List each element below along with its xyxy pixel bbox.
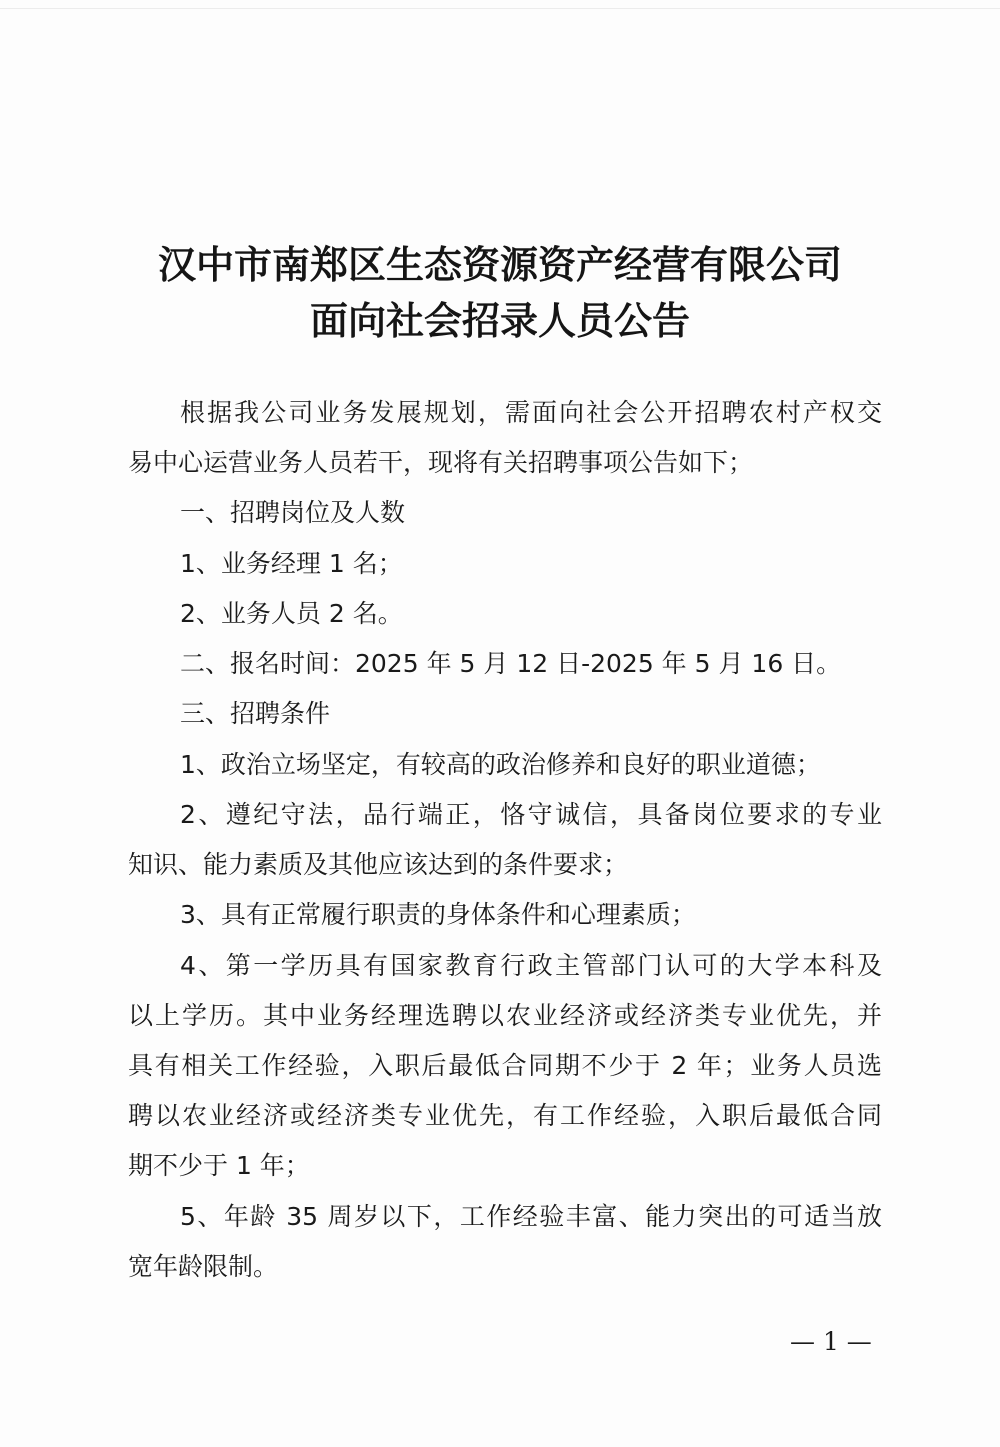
page-number: — 1 — <box>790 1327 872 1356</box>
list-item: 4、第一学历具有国家教育行政主管部门认可的大学本科及 <box>180 951 882 980</box>
body-line: 聘以农业经济或经济类专业优先，有工作经验，入职后最低合同 <box>128 1101 882 1130</box>
body-line: 根据我公司业务发展规划，需面向社会公开招聘农村产权交 <box>180 398 882 427</box>
page-edge-divider <box>0 8 1000 9</box>
list-item: 1、业务经理 1 名； <box>180 549 403 578</box>
body-line: 以上学历。其中业务经理选聘以农业经济或经济类专业优先，并 <box>128 1001 882 1030</box>
body-line: 宽年龄限制。 <box>128 1252 279 1281</box>
body-line: 易中心运营业务人员若干，现将有关招聘事项公告如下； <box>128 448 754 477</box>
list-item: 5、年龄 35 周岁以下，工作经验丰富、能力突出的可适当放 <box>180 1202 882 1231</box>
section-heading: 二、报名时间：2025 年 5 月 12 日-2025 年 5 月 16 日。 <box>180 649 842 678</box>
document-title-line-2: 面向社会招录人员公告 <box>309 298 690 343</box>
document-title-line-1: 汉中市南郑区生态资源资产经营有限公司 <box>157 242 842 287</box>
section-heading: 三、招聘条件 <box>180 699 331 728</box>
list-item: 2、业务人员 2 名。 <box>180 599 403 628</box>
section-heading: 一、招聘岗位及人数 <box>180 498 406 527</box>
body-line: 具有相关工作经验，入职后最低合同期不少于 2 年；业务人员选 <box>128 1051 882 1080</box>
list-item: 2、遵纪守法，品行端正，恪守诚信，具备岗位要求的专业 <box>180 800 882 829</box>
list-item: 3、具有正常履行职责的身体条件和心理素质； <box>180 900 696 929</box>
body-line: 期不少于 1 年； <box>128 1151 310 1180</box>
list-item: 1、政治立场坚定，有较高的政治修养和良好的职业道德； <box>180 750 821 779</box>
body-line: 知识、能力素质及其他应该达到的条件要求； <box>128 850 629 879</box>
